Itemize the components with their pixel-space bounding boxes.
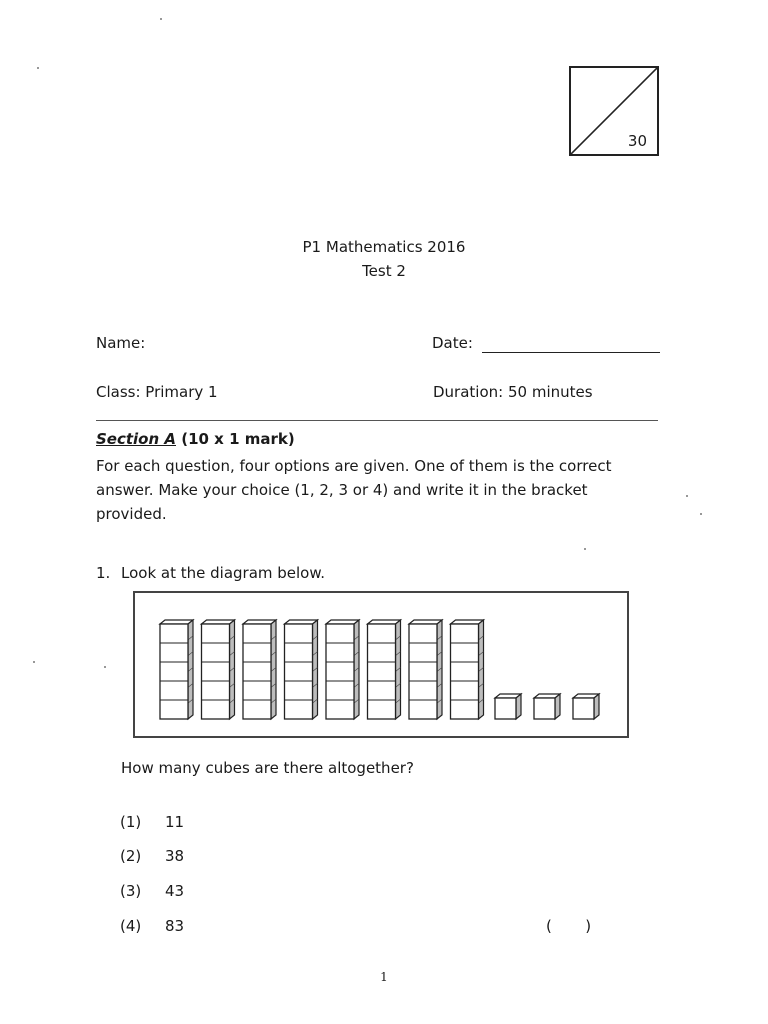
duration-label: Duration: 50 minutes (433, 383, 593, 401)
unit-cube (534, 694, 560, 719)
scan-speck (104, 666, 106, 668)
class-label: Class: Primary 1 (96, 383, 218, 401)
tens-rod (243, 620, 276, 719)
score-box (569, 66, 659, 156)
scan-speck (33, 661, 35, 663)
scan-speck (37, 67, 39, 69)
section-instructions: For each question, four options are given. One of them is the correct answer. Make your choice (1, 2, 3 or 4) and write it in the bracket provided. (96, 457, 612, 523)
cubes-drawing (135, 593, 627, 736)
question-number: 1. (96, 564, 111, 582)
option-4-value: 83 (165, 917, 185, 935)
score-total: 30 (627, 132, 647, 150)
name-label: Name: (96, 334, 146, 352)
option-2-number: (2) (120, 847, 142, 865)
question-prompt: Look at the diagram below. (121, 564, 326, 582)
section-heading (96, 430, 295, 448)
page-subtitle: Test 2 (362, 262, 406, 280)
tens-rod (326, 620, 359, 719)
unit-cube (573, 694, 599, 719)
option-1-value: 11 (165, 813, 185, 831)
option-3-value: 43 (165, 882, 185, 900)
date-field-line (482, 352, 660, 353)
section-name: Section A (96, 430, 176, 448)
tens-rod (368, 620, 401, 719)
option-3-number: (3) (120, 882, 142, 900)
tens-rod (285, 620, 318, 719)
section-marks: (10 x 1 mark) (181, 430, 295, 448)
cubes-diagram (133, 591, 629, 738)
option-1-number: (1) (120, 813, 142, 831)
header-divider (96, 420, 658, 421)
tens-rod (202, 620, 235, 719)
answer-bracket[interactable]: ( ) (546, 917, 592, 935)
scan-speck (160, 18, 162, 20)
option-2-value: 38 (165, 847, 185, 865)
page-number: 1 (380, 970, 388, 984)
question-ask: How many cubes are there altogether? (121, 759, 414, 777)
scan-speck (686, 495, 688, 497)
tens-rod (160, 620, 193, 719)
tens-rod (451, 620, 484, 719)
tens-rod (409, 620, 442, 719)
unit-cube (495, 694, 521, 719)
option-4-number: (4) (120, 917, 142, 935)
scan-speck (700, 513, 702, 515)
date-label: Date: (432, 334, 473, 352)
page-title: P1 Mathematics 2016 (302, 238, 466, 256)
scan-speck (584, 548, 586, 550)
